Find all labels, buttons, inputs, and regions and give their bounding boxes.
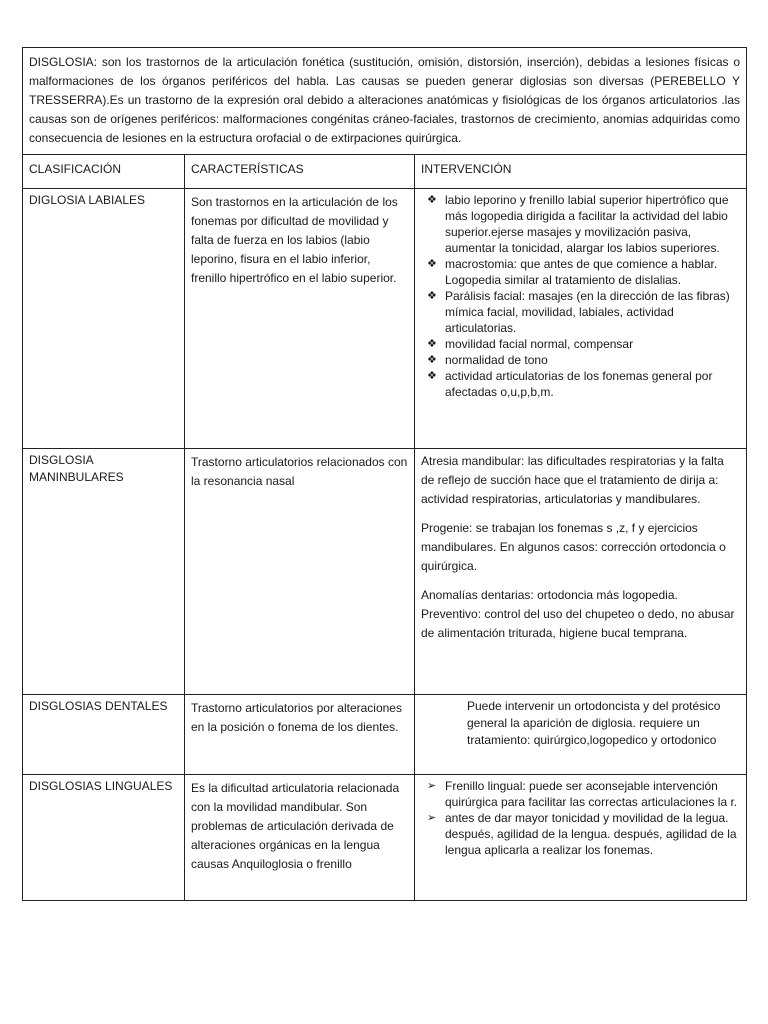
intervencion-labiales [415,189,747,449]
arrow-bullet-icon: ➢ [427,780,437,792]
diamond-bullet-icon: ❖ [427,338,437,350]
header-caracteristicas: CARACTERÍSTICAS [185,155,415,189]
list-item: ❖ macrostomia: que antes de que comience a hablar. Logopedia similar al tratamiento de dislalias. [427,257,718,287]
intervencion-anomalias: Anomalías dentarias: ortodoncia más logopedia. [421,588,678,602]
caracteristicas-mandibulares [185,449,415,695]
caracteristicas-labiales-text: Son trastornos en la articulación de los fonemas por dificultad de movilidad y falta de fuerza en los labios (labio leporino, fisura en el labio inferior, frenillo hipertrófico en el labio superior. [191,195,398,285]
header-intervencion: INTERVENCIÓN [415,155,747,189]
list-item: ❖ labio leporino y frenillo labial superior hipertrófico que más logopedia dirigida a facilitar la actividad del labio superior.ejerse masajes y movilización pasiva, aumentar la tonicidad, alargar los labios superiores. [427,193,729,255]
arrow-bullet-icon: ➢ [427,812,437,824]
intervencion-linguales-list [421,778,740,858]
label-linguales: DISGLOSIAS LINGUALES [23,775,185,901]
intervencion-progenie: Progenie: se trabajan los fonemas s ,z, f y ejercicios mandibulares. En algunos casos: corrección ortodoncia o quirúrgica. [421,521,726,573]
list-item: ➢ Frenillo lingual: puede ser aconsejable intervención quirúrgica para facilitar las correctas articulaciones la r. [427,779,738,809]
table-row-dentales [23,695,747,775]
header-clasificacion: CLASIFICACIÓN [23,155,185,189]
disglosia-table [22,47,747,901]
intervencion-linguales [415,775,747,901]
list-item: ❖ movilidad facial normal, compensar [427,337,634,351]
intervencion-preventivo: Preventivo: control del uso del chupeteo o dedo, no abusar de alimentación triturada, higiene bucal temprana. [421,607,735,640]
intro-text: DISGLOSIA: son los trastornos de la articulación fonética (sustitución, omisión, distorsión, inserción), debidas a lesiones físicas o malformaciones de los órganos periféricos del habla. Las causas se pueden generar diglosias son diversas (PEREBELLO Y TRESSERRA).Es un trastorno de la expresión oral debido a alteraciones anatómicas y fisiológicas de los órganos articulatorios .las causas son de orígenes periféricos: malformaciones congénitas cráneo-faciales, trastornos de crecimiento, anomias adquiridas como consecuencia de lesiones en la estructura orofacial o de extirpaciones quirúrgica. [23,48,747,155]
diamond-bullet-icon: ❖ [427,194,437,206]
label-mandibulares: DISGLOSIA MANINBULARES [23,449,185,695]
table-row-linguales [23,775,747,901]
diamond-bullet-icon: ❖ [427,370,437,382]
intervencion-dentales [415,695,747,775]
label-labiales: DIGLOSIA LABIALES [23,189,185,449]
label-dentales: DISGLOSIAS DENTALES [23,695,185,775]
diamond-bullet-icon: ❖ [427,290,437,302]
header-row [23,155,747,189]
intervencion-atresia: Atresia mandibular: las dificultades respiratorias y la falta de reflejo de succión hace que el tratamiento de dirija a: actividad respiratorias, articulatorias y mandibulares. [421,454,724,506]
diamond-bullet-icon: ❖ [427,354,437,366]
intervencion-dentales-text: Puede intervenir un ortodoncista y del protésico general la aparición de diglosia. requiere un tratamiento: quirúrgico,logopedico y ortodonico [467,699,721,747]
intervencion-labiales-list [421,192,740,400]
list-item: ➢ antes de dar mayor tonicidad y movilidad de la legua. después, agilidad de la lengua. después, agilidad de la lengua aplicarla a realizar los fonemas. [427,811,737,857]
caracteristicas-labiales [185,189,415,449]
table-row-mandibulares [23,449,747,695]
intervencion-mandibulares [415,449,747,695]
caracteristicas-mandibulares-text: Trastorno articulatorios relacionados con la resonancia nasal [191,455,408,488]
caracteristicas-linguales [185,775,415,901]
caracteristicas-dentales-text: Trastorno articulatorios por alteraciones en la posición o fonema de los dientes. [191,701,402,734]
intro-row [23,48,747,155]
list-item: ❖ actividad articulatorias de los fonemas general por afectadas o,u,p,b,m. [427,369,713,399]
diamond-bullet-icon: ❖ [427,258,437,270]
caracteristicas-dentales [185,695,415,775]
caracteristicas-linguales-text: Es la dificultad articulatoria relacionada con la movilidad mandibular. Son problemas de articulación derivada de alteraciones orgánicas en la lengua causas Anquiloglosia o frenillo [191,781,400,871]
list-item: ❖ normalidad de tono [427,353,548,367]
list-item: ❖ Parálisis facial: masajes (en la dirección de las fibras) mímica facial, movilidad, labiales, actividad articulatorias. [427,289,730,335]
table-row-labiales [23,189,747,449]
